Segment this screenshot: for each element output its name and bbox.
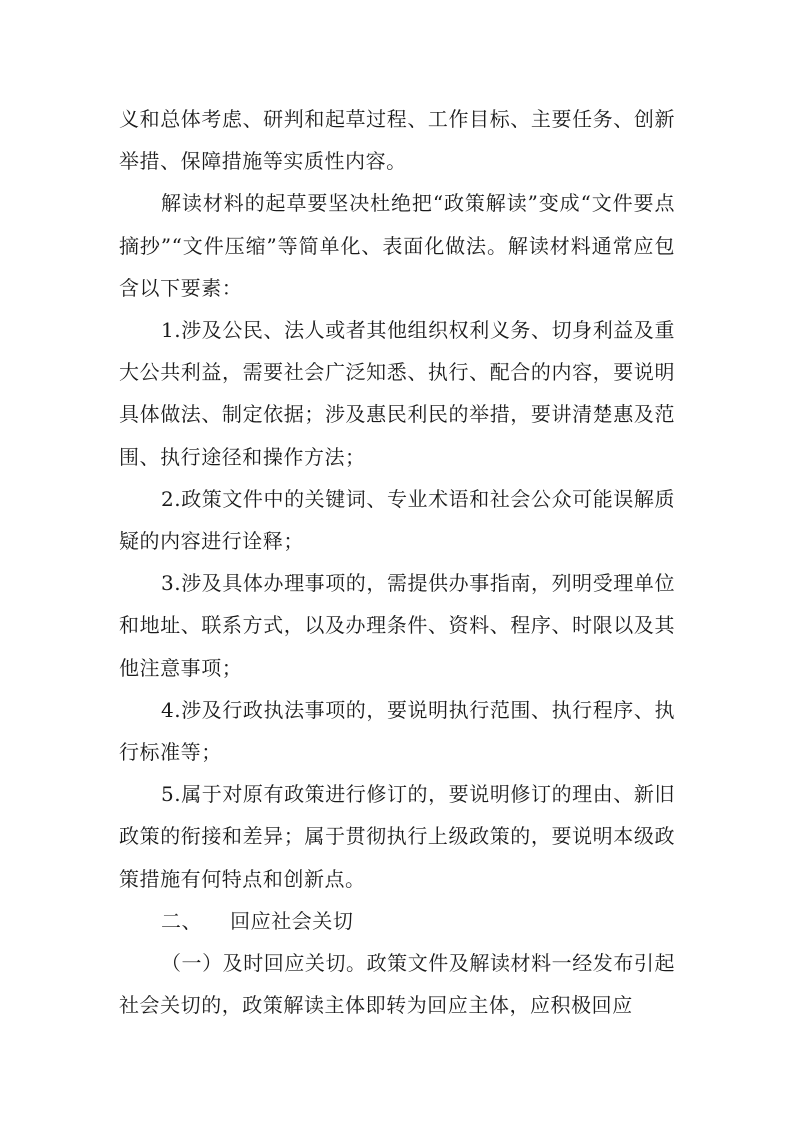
document-body	[119, 98, 675, 1026]
list-item-2: 2.政策文件中的关键词、专业术语和社会公众可能误解质疑的内容进行诠释；	[119, 486, 675, 554]
section-heading-title: 回应社会关切	[230, 908, 354, 933]
list-item-5: 5.属于对原有政策进行修订的，要说明修订的理由、新旧政策的衔接和差异；属于贯彻执行上级政策的，要说明本级政策措施有何特点和创新点。	[119, 782, 675, 891]
list-item-1: 1.涉及公民、法人或者其他组织权利义务、切身利益及重大公共利益，需要社会广泛知悉、执行、配合的内容，要说明具体做法、制定依据；涉及惠民利民的举措，要讲清楚惠及范围、执行途径和操作方法；	[119, 318, 675, 469]
list-item-3: 3.涉及具体办理事项的，需提供办事指南，列明受理单位和地址、联系方式，以及办理条件、资料、程序、时限以及其他注意事项；	[119, 571, 675, 680]
section-heading-number: 二、	[161, 908, 203, 933]
paragraph-continuation: 义和总体考虑、研判和起草过程、工作目标、主要任务、创新举措、保障措施等实质性内容。	[119, 107, 675, 174]
list-item-4: 4.涉及行政执法事项的，要说明执行范围、执行程序、执行标准等；	[119, 697, 675, 765]
paragraph-interpretation-requirements: 解读材料的起草要坚决杜绝把“政策解读”变成“文件要点摘抄”“文件压缩”等简单化、表面化做法。解读材料通常应包含以下要素：	[119, 191, 675, 300]
paragraph-respond-promptly: （一）及时回应关切。政策文件及解读材料一经发布引起社会关切的，政策解读主体即转为回应主体，应积极回应	[119, 951, 675, 1018]
section-heading	[119, 900, 675, 942]
